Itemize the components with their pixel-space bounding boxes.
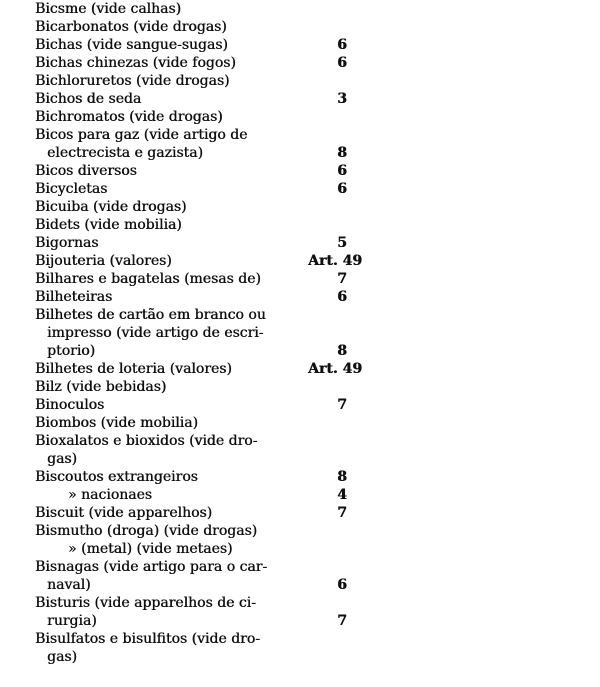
index-entry-class-number: 7: [337, 613, 347, 629]
index-entry-text: gas): [47, 451, 77, 467]
index-entry-class-number: 7: [337, 505, 347, 521]
index-entry-text: Bigornas: [35, 235, 99, 251]
index-entry-text: Bilhetes de cartão em branco ou: [35, 307, 266, 323]
index-entry-text: Bismutho (droga) (vide drogas): [35, 523, 258, 539]
index-entry-text: Bilhares e bagatelas (mesas de): [35, 271, 261, 287]
index-entry-text: Biscoutos extrangeiros: [35, 469, 198, 485]
index-entry-text: Bicarbonatos (vide drogas): [35, 19, 227, 35]
index-entry-class-number: 6: [337, 289, 347, 305]
index-entry-text: Bichos de seda: [35, 91, 142, 107]
index-entry-text: Bichromatos (vide drogas): [35, 109, 223, 125]
index-entry-class-number: 8: [337, 343, 347, 359]
index-entry-text: electrecista e gazista): [47, 145, 203, 161]
index-entry-class-number: 8: [337, 145, 347, 161]
index-entry-class-number: 6: [337, 577, 347, 593]
index-entry-text: Biscuit (vide apparelhos): [35, 505, 213, 521]
index-entry-class-number: 3: [337, 91, 347, 107]
index-entry-class-number: 8: [337, 469, 347, 485]
index-entry-text: Bichas (vide sangue-sugas): [35, 37, 228, 53]
index-entry-text: Bioxalatos e bioxidos (vide dro-: [35, 433, 258, 449]
index-entry-text: rurgia): [47, 613, 97, 629]
index-entry-text: Bicuiba (vide drogas): [35, 199, 187, 215]
index-entry-text: Bilheteiras: [35, 289, 113, 305]
index-entry-text: Bisturis (vide apparelhos de ci-: [35, 595, 256, 611]
index-entry-class-number: 6: [337, 55, 347, 71]
index-entry-text: Bilz (vide bebidas): [35, 379, 167, 395]
index-entry-class-number: 6: [337, 37, 347, 53]
index-entry-text: Bicos para gaz (vide artigo de: [35, 127, 248, 143]
index-entry-text: Bicsme (vide calhas): [35, 1, 182, 17]
index-entry-class-number: 5: [337, 235, 347, 251]
index-entry-text: Bicycletas: [35, 181, 108, 197]
index-entry-text: Bichas chinezas (vide fogos): [35, 55, 236, 71]
index-entry-text: Bidets (vide mobilia): [35, 217, 182, 233]
index-entry-class-number: 7: [337, 271, 347, 287]
index-entry-class-number: 6: [337, 181, 347, 197]
index-entry-class-number: Art. 49: [308, 253, 362, 269]
index-entry-text: Binoculos: [35, 397, 105, 413]
index-entry-text: naval): [47, 577, 91, 593]
index-entry-text: Bisulfatos e bisulfitos (vide dro-: [35, 631, 260, 647]
index-entry-text: Bichloruretos (vide drogas): [35, 73, 230, 89]
index-entry-text: gas): [47, 649, 77, 665]
index-entry-text: Bicos diversos: [35, 163, 137, 179]
index-entry-class-number: 4: [337, 487, 347, 503]
index-entry-text: impresso (vide artigo de escri-: [47, 325, 264, 341]
index-entry-text: » (metal) (vide metaes): [68, 541, 233, 557]
index-entry-class-number: 6: [337, 163, 347, 179]
index-entry-text: Bilhetes de loteria (valores): [35, 361, 232, 377]
index-entry-text: ptorio): [47, 343, 96, 359]
index-entry-text: Bijouteria (valores): [35, 253, 172, 269]
index-entry-class-number: 7: [337, 397, 347, 413]
index-entry-class-number: Art. 49: [308, 361, 362, 377]
index-entry-text: Biombos (vide mobilia): [35, 415, 198, 431]
index-entry-text: Bisnagas (vide artigo para o car-: [35, 559, 268, 575]
index-entry-text: » nacionaes: [68, 487, 152, 503]
